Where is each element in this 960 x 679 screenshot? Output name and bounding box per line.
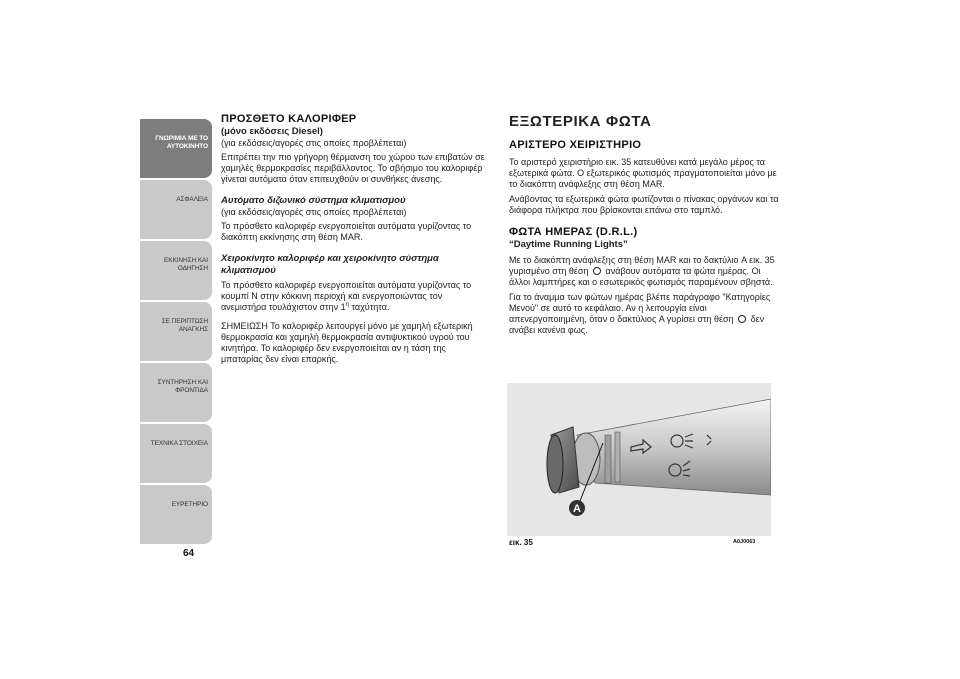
section-heading: ΦΩΤΑ ΗΜΕΡΑΣ (D.R.L.) xyxy=(509,226,638,238)
section-heading: ΑΡΙΣΤΕΡΟ ΧΕΙΡΙΣΤΗΡΙΟ xyxy=(509,139,642,151)
tab-label: ΓΝΩΡΙΜΙΑ ΜΕ ΤΟ ΑΥΤΟΚΙΝΗΤΟ xyxy=(155,135,208,150)
tab-chapter-3[interactable] xyxy=(140,241,212,300)
text-run: ανάβουν αυτόματα τα φώτα ημέρας. Οι άλλοι λαμπτήρες και ο εσωτερικός φωτισμός παραμένουν σβηστά. xyxy=(509,266,773,287)
text-run: δεν ανάβει κανένα φως. xyxy=(509,314,765,335)
availability-note: (για εκδόσεις/αγορές στις οποίες προβλέπεται) xyxy=(221,138,407,148)
right-column xyxy=(509,113,784,340)
left-column xyxy=(221,113,486,369)
superscript: η xyxy=(345,302,349,308)
tab-label: ΕΚΚΙΝΗΣΗ ΚΑΙ ΟΔΗΓΗΣΗ xyxy=(164,257,208,272)
paragraph xyxy=(509,255,784,288)
stalk-drawing xyxy=(507,383,771,536)
paragraph: Επιτρέπει την πιο γρήγορη θέρμανση του χώρου των επιβατών σε χαμηλές θερμοκρασίες περιβάλλοντος. Το σβήσιμο του καλοριφέρ γίνεται αυτόματα όταν επιτευχθούν οι συνθήκες άνεσης. xyxy=(221,152,485,184)
text-run: Το πρόσθετο καλοριφέρ ενεργοποιείται αυτόματα γυρίζοντας το κουμπί N στην κόκκινη περιοχή και ενεργοποιώντας τον ανεμιστήρα τουλάχιστον στην 1 xyxy=(221,280,472,312)
subheading: “Daytime Running Lights” xyxy=(509,239,628,250)
text-run: ταχύτητα. xyxy=(348,302,390,312)
paragraph: Ανάβοντας τα εξωτερικά φώτα φωτίζονται ο πίνακας οργάνων και τα διάφορα πλήκτρα που βρίσκονται επάνω στο ταμπλό. xyxy=(509,194,779,215)
tab-label: ΣΥΝΤΗΡΗΣΗ ΚΑΙ ΦΡΟΝΤΙΔΑ xyxy=(157,379,208,394)
chapter-tabs xyxy=(140,119,212,546)
paragraph: Το πρόσθετο καλοριφέρ ενεργοποιείται αυτόματα γυρίζοντας το διακόπτη εκκίνησης στη θέση MAR. xyxy=(221,221,472,242)
paragraph: Το αριστερό χειριστήριο εικ. 35 κατευθύνει κατά μεγάλο μέρος τα εξωτερικά φώτα. Ο εξωτερικός φωτισμός πραγματοποιείται μόνο με το διακόπτη ανάφλεξης στη θέση MAR. xyxy=(509,157,777,189)
tab-chapter-5[interactable] xyxy=(140,363,212,422)
tab-chapter-6[interactable] xyxy=(140,424,212,483)
tab-chapter-4[interactable] xyxy=(140,302,212,361)
tab-label: ΕΥΡΕΤΗΡΙΟ xyxy=(171,501,208,508)
text-run: Με το διακόπτη ανάφλεξης στη θέση MAR και το δακτύλιο A εικ. 35 γυρισμένο στη θέση xyxy=(509,255,775,276)
availability-note: (για εκδόσεις/αγορές στις οποίες προβλέπεται) xyxy=(221,207,407,217)
stalk-illustration xyxy=(507,383,771,536)
tab-chapter-2[interactable] xyxy=(140,180,212,239)
figure-code: A0J0063 xyxy=(733,539,756,545)
subheading: Χειροκίνητο καλοριφέρ και χειροκίνητο σύστημα κλιματισμού xyxy=(221,253,439,276)
page-title: ΕΞΩΤΕΡΙΚΑ ΦΩΤΑ xyxy=(509,113,652,130)
tab-chapter-1[interactable] xyxy=(140,119,212,178)
section-heading: ΠΡΟΣΘΕΤΟ ΚΑΛΟΡΙΦΕΡ xyxy=(221,113,357,125)
tab-label: ΤΕΧΝΙΚΑ ΣΤΟΙΧΕΙΑ xyxy=(150,440,208,447)
subheading: Αυτόματο διζωνικό σύστημα κλιματισμού xyxy=(221,195,406,206)
text-run: Για το άναμμα των φώτων ημέρας βλέπε παράγραφο "Κατηγορίες Μενού" σε αυτό το κεφάλαιο. Αν η λειτουργία είναι απενεργοποιημένη, όταν ο δακτύλιος A γυρίσει στη θέση xyxy=(509,292,771,324)
callout-label: A xyxy=(573,503,581,515)
tab-label: ΑΣΦΑΛΕΙΑ xyxy=(176,196,208,203)
page-number: 64 xyxy=(183,548,195,559)
tab-label: ΣΕ ΠΕΡΙΠΤΩΣΗ ΑΝΑΓΚΗΣ xyxy=(161,318,208,333)
drl-lamp-icon xyxy=(593,267,601,275)
tab-chapter-7[interactable] xyxy=(140,485,212,544)
paragraph xyxy=(509,292,784,336)
stalk-body xyxy=(547,399,771,495)
note-paragraph: ΣΗΜΕΙΩΣΗ Το καλοριφέρ λειτουργεί μόνο με χαμηλή εξωτερική θερμοκρασία και χαμηλή θερμοκρασία αντιψυκτικού υγρού του κινητήρα. Το καλοριφέρ δεν ενεργοποιείται αν η τάση της μπαταρίας δεν είναι επαρκής. xyxy=(221,321,473,364)
drl-lamp-icon xyxy=(738,315,746,323)
paragraph xyxy=(221,280,486,313)
subheading: (μόνο εκδόσεις Diesel) xyxy=(221,126,323,137)
figure-caption: εικ. 35 xyxy=(509,538,533,547)
